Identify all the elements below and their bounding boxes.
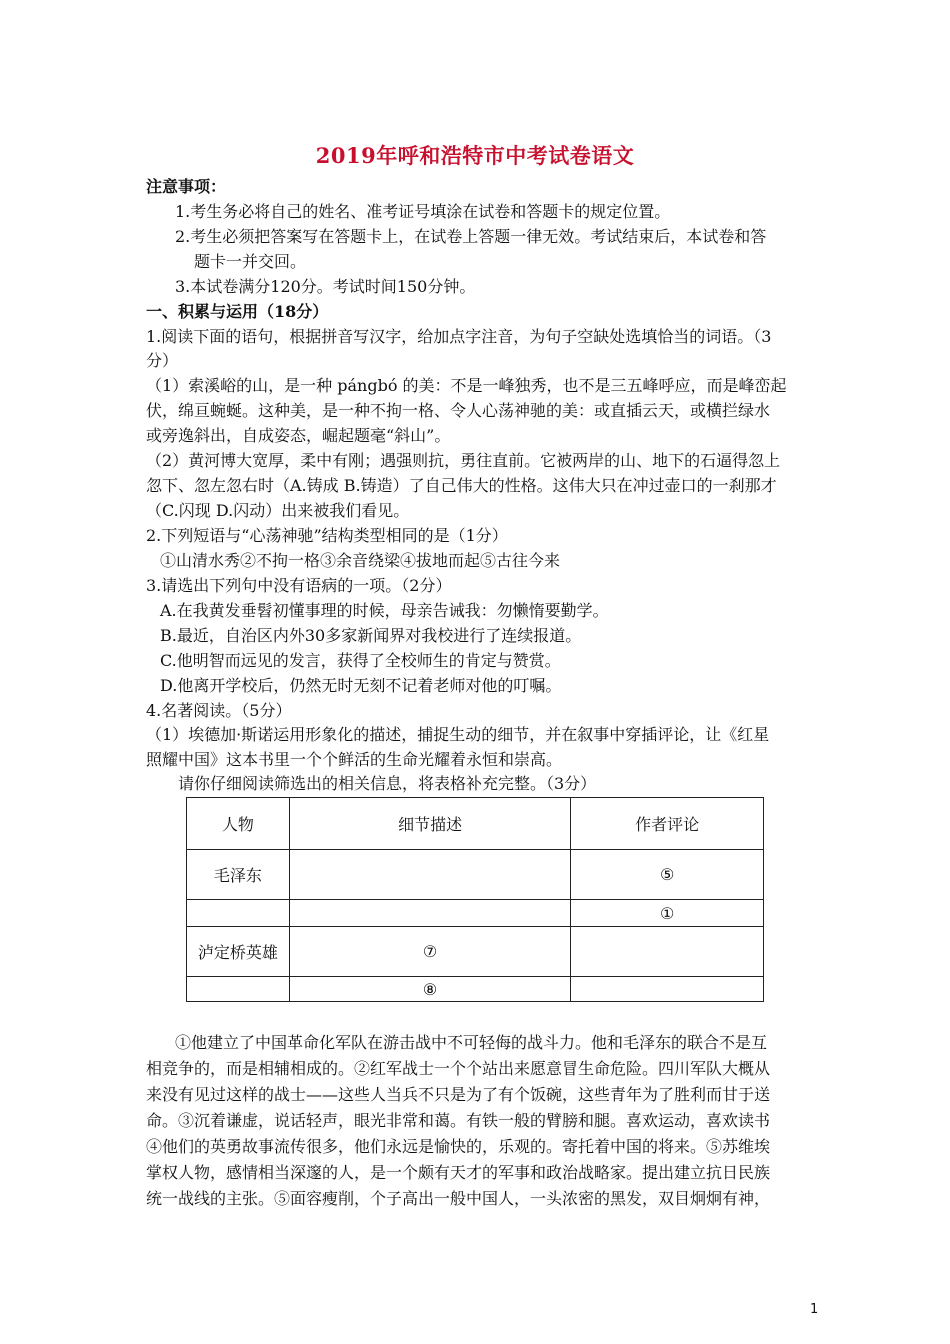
table-header-cell: 细节描述 [289,798,570,850]
question-options: ①山清水秀②不拘一格③余音绕梁④拔地而起⑤古往今来 [160,551,561,570]
question-line: （1）索溪峪的山，是一种 pángbó 的美：不是一峰独秀，也不是三五峰呼应，而是峰峦起 [146,376,787,395]
info-table [186,797,764,1002]
table-instruction: 请你仔细阅读筛选出的相关信息，将表格补充完整。（3分） [178,774,597,793]
table-cell [571,977,764,1002]
section-heading: 一、积累与运用（18分） [146,302,329,321]
passage-line: 命。③沉着谦虚，说话轻声，眼光非常和蔼。有铁一般的臂膀和腿。喜欢运动，喜欢读书 [146,1111,771,1130]
table-cell [289,900,570,927]
passage-line: ④他们的英勇故事流传很多，他们永远是愉快的，乐观的。寄托着中国的将来。⑤苏维埃 [146,1137,771,1156]
notice-item: 3.本试卷满分120分。考试时间150分钟。 [175,277,476,296]
table-cell [187,977,290,1002]
table-cell [187,900,290,927]
table-cell [571,927,764,977]
question-stem: 4.名著阅读。（5分） [146,701,292,720]
notice-item: 题卡一并交回。 [194,252,307,271]
question-line: 1.阅读下面的语句，根据拼音写汉字，给加点字注音，为句子空缺处选填恰当的词语。（3 [146,327,772,346]
option-a: A.在我黄发垂髫初懂事理的时候，母亲告诫我：勿懒惰要勤学。 [160,601,609,620]
table-cell: 毛泽东 [187,850,290,900]
passage-line: 来没有见过这样的战士——这些人当兵不只是为了有个饭碗，这些青年为了胜利而甘于送 [146,1085,771,1104]
question-line: 伏，绵亘蜿蜒。这种美，是一种不拘一格、令人心荡神驰的美：或直插云天，或横拦绿水 [146,401,771,420]
table-cell [289,850,570,900]
passage-line: 统一战线的主张。⑤面容瘦削，个子高出一般中国人，一头浓密的黑发，双目炯炯有神， [146,1189,771,1208]
question-line: 或旁逸斜出，自成姿态，崛起题毫“斜山”。 [146,426,451,445]
option-d: D.他离开学校后，仍然无时无刻不记着老师对他的叮嘱。 [160,676,562,695]
question-stem: 2.下列短语与“心荡神驰”结构类型相同的是（1分） [146,526,508,545]
table-cell: 泸定桥英雄 [187,927,290,977]
page-title: 2019年呼和浩特市中考试卷语文 [315,143,635,168]
table-row [187,900,764,927]
table-row [187,977,764,1002]
table-cell: ⑤ [571,850,764,900]
table-header-cell: 作者评论 [571,798,764,850]
notice-item: 2.考生必须把答案写在答题卡上，在试卷上答题一律无效。考试结束后，本试卷和答 [175,227,767,246]
question-line: （1）埃德加·斯诺运用形象化的描述，捕捉生动的细节，并在叙事中穿插评论，让《红星 [146,725,770,744]
table-cell: ① [571,900,764,927]
table-header-row [187,798,764,850]
passage-line: ①他建立了中国革命化军队在游击战中不可轻侮的战斗力。他和毛泽东的联合不是互 [175,1033,768,1052]
page-number: 1 [810,1302,819,1317]
question-stem: 3.请选出下列句中没有语病的一项。（2分） [146,576,452,595]
table-cell: ⑦ [289,927,570,977]
passage-line: 掌权人物，感情相当深邃的人，是一个颇有天才的军事和政治战略家。提出建立抗日民族 [146,1163,771,1182]
question-line: （C.闪现 D.闪动）出来被我们看见。 [146,501,410,520]
table-cell: ⑧ [289,977,570,1002]
option-c: C.他明智而远见的发言，获得了全校师生的肯定与赞赏。 [160,651,561,670]
option-b: B.最近，自治区内外30多家新闻界对我校进行了连续报道。 [160,626,582,645]
question-line: 照耀中国》这本书里一个个鲜活的生命光耀着永恒和崇高。 [146,750,563,769]
table-header-cell: 人物 [187,798,290,850]
question-line: 分） [146,351,179,370]
notice-heading: 注意事项： [146,177,227,196]
question-line: （2）黄河博大宽厚，柔中有刚；遇强则抗，勇往直前。它被两岸的山、地下的石逼得忽上 [146,451,781,470]
passage-line: 相竞争的，而是相辅相成的。②红军战士一个个站出来愿意冒生命危险。四川军队大概从 [146,1059,771,1078]
question-line: 忽下、忽左忽右时（A.铸成 B.铸造）了自己伟大的性格。这伟大只在冲过壶口的一刹那才 [146,476,777,495]
notice-item: 1.考生务必将自己的姓名、准考证号填涂在试卷和答题卡的规定位置。 [175,202,671,221]
table-row [187,927,764,977]
table-row [187,850,764,900]
